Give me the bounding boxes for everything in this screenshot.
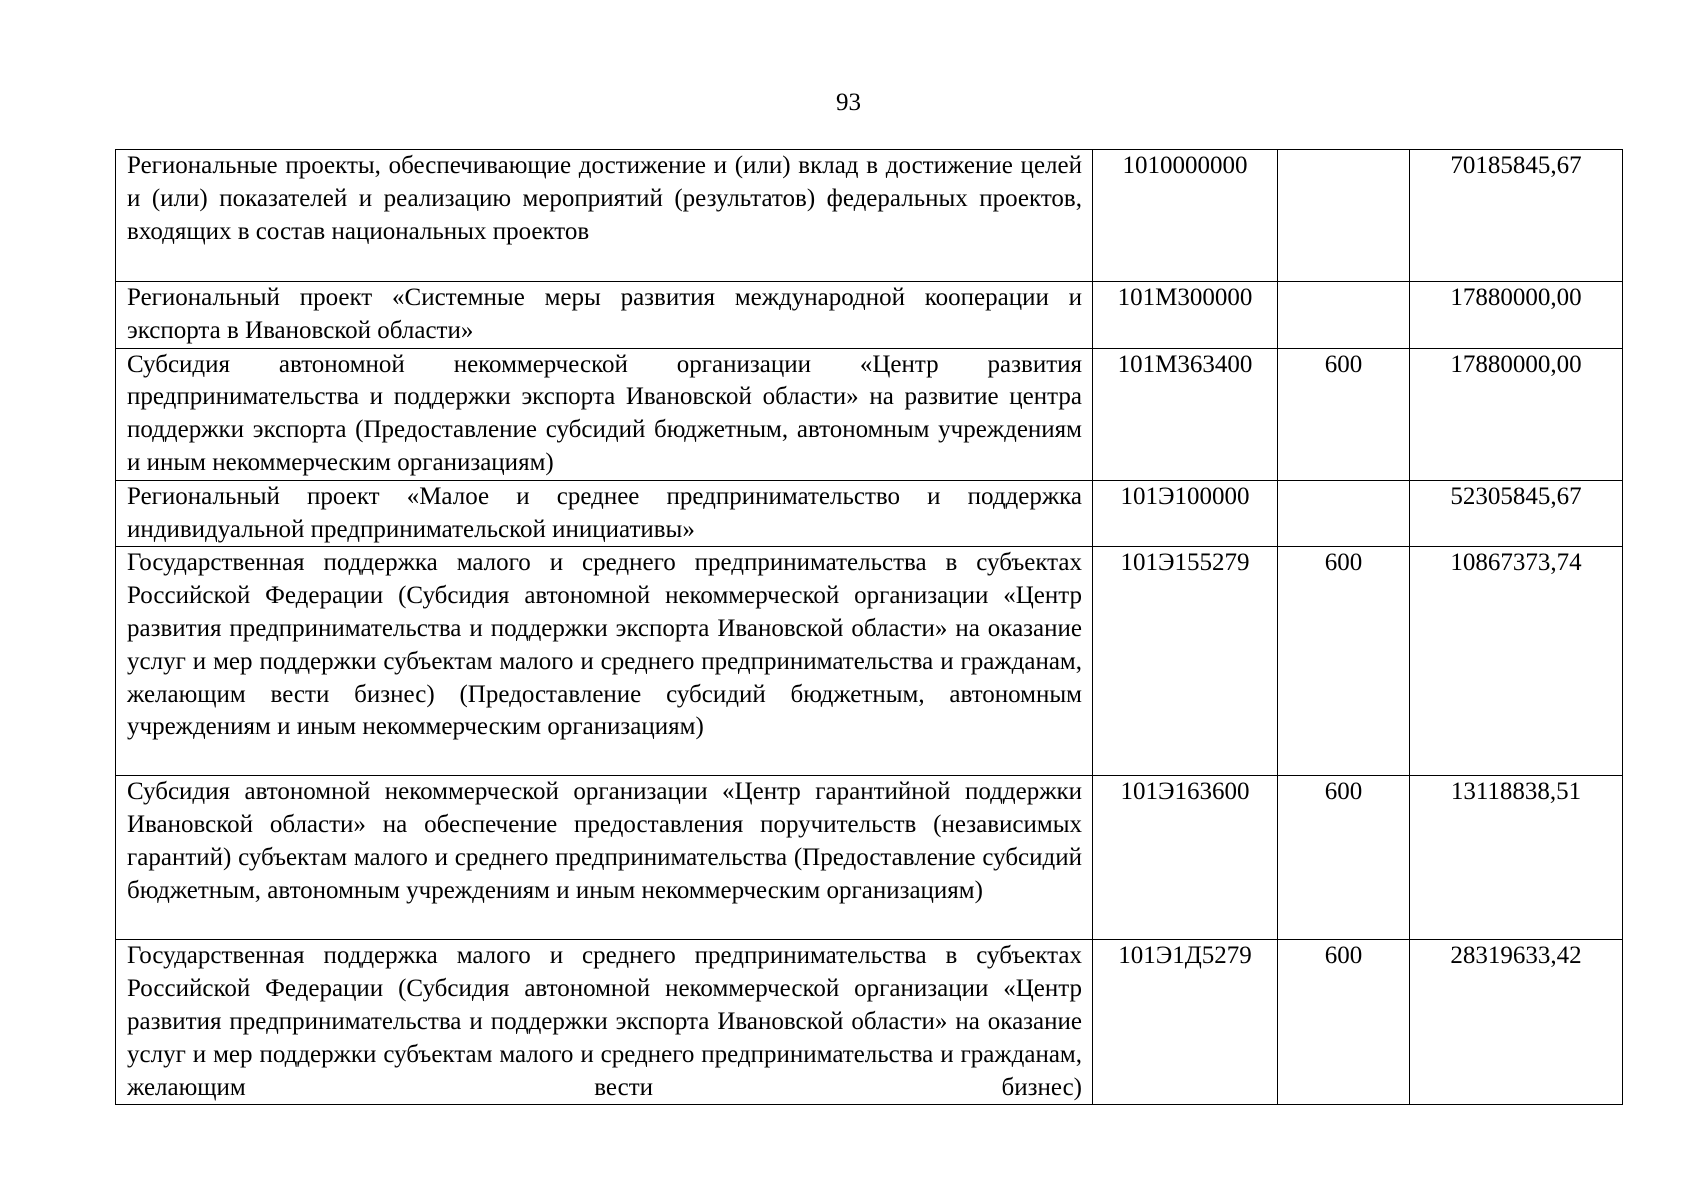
row-amount: 10867373,74 (1410, 547, 1623, 776)
row-amount: 17880000,00 (1410, 282, 1623, 349)
table-row (116, 547, 1623, 776)
row-code: 101Э163600 (1093, 776, 1278, 940)
table-row (116, 480, 1623, 547)
table-row (116, 940, 1623, 1105)
table-row (116, 150, 1623, 282)
budget-table (115, 149, 1623, 1105)
row-amount: 28319633,42 (1410, 940, 1623, 1105)
row-expense-type: 600 (1278, 348, 1410, 480)
row-code: 101Э1Д5279 (1093, 940, 1278, 1105)
row-name: Региональный проект «Системные меры развития международной кооперации и экспорта в Ивановской области» (116, 282, 1093, 349)
row-name: Субсидия автономной некоммерческой организации «Центр развития предпринимательства и поддержки экспорта Ивановской области» на развитие центра поддержки экспорта (Предоставление субсидий бюджетным, автономным учреждениям и иным некоммерческим организациям) (116, 348, 1093, 480)
row-amount: 13118838,51 (1410, 776, 1623, 940)
table-row (116, 348, 1623, 480)
row-name: Региональный проект «Малое и среднее предпринимательство и поддержка индивидуальной предпринимательской инициативы» (116, 480, 1093, 547)
row-amount: 17880000,00 (1410, 348, 1623, 480)
row-expense-type (1278, 150, 1410, 282)
row-code: 101Э155279 (1093, 547, 1278, 776)
row-expense-type: 600 (1278, 940, 1410, 1105)
row-expense-type: 600 (1278, 776, 1410, 940)
row-code: 1010000000 (1093, 150, 1278, 282)
table-row (116, 776, 1623, 940)
row-expense-type: 600 (1278, 547, 1410, 776)
row-expense-type (1278, 282, 1410, 349)
row-name: Государственная поддержка малого и среднего предпринимательства в субъектах Российской Федерации (Субсидия автономной некоммерческой организации «Центр развития предпринимательства и поддержки экспорта Ивановской области» на оказание услуг и мер поддержки субъектам малого и среднего предпринимательства и гражданам, желающим вести бизнес) (Предоставление субсидий бюджетным, автономным учреждениям и иным некоммерческим организациям) (116, 547, 1093, 776)
row-code: 101Э100000 (1093, 480, 1278, 547)
row-name: Региональные проекты, обеспечивающие достижение и (или) вклад в достижение целей и (или) показателей и реализацию мероприятий (результатов) федеральных проектов, входящих в состав национальных проектов (116, 150, 1093, 282)
row-name: Государственная поддержка малого и среднего предпринимательства в субъектах Российской Федерации (Субсидия автономной некоммерческой организации «Центр развития предпринимательства и поддержки экспорта Ивановской области» на оказание услуг и мер поддержки субъектам малого и среднего предпринимательства и гражданам, желающим вести бизнес) (116, 940, 1093, 1105)
page-number: 93 (836, 89, 861, 116)
row-amount: 52305845,67 (1410, 480, 1623, 547)
table-row (116, 282, 1623, 349)
row-code: 101М300000 (1093, 282, 1278, 349)
row-expense-type (1278, 480, 1410, 547)
row-name: Субсидия автономной некоммерческой организации «Центр гарантийной поддержки Ивановской области» на обеспечение предоставления поручительств (независимых гарантий) субъектам малого и среднего предпринимательства (Предоставление субсидий бюджетным, автономным учреждениям и иным некоммерческим организациям) (116, 776, 1093, 940)
row-amount: 70185845,67 (1410, 150, 1623, 282)
row-code: 101М363400 (1093, 348, 1278, 480)
